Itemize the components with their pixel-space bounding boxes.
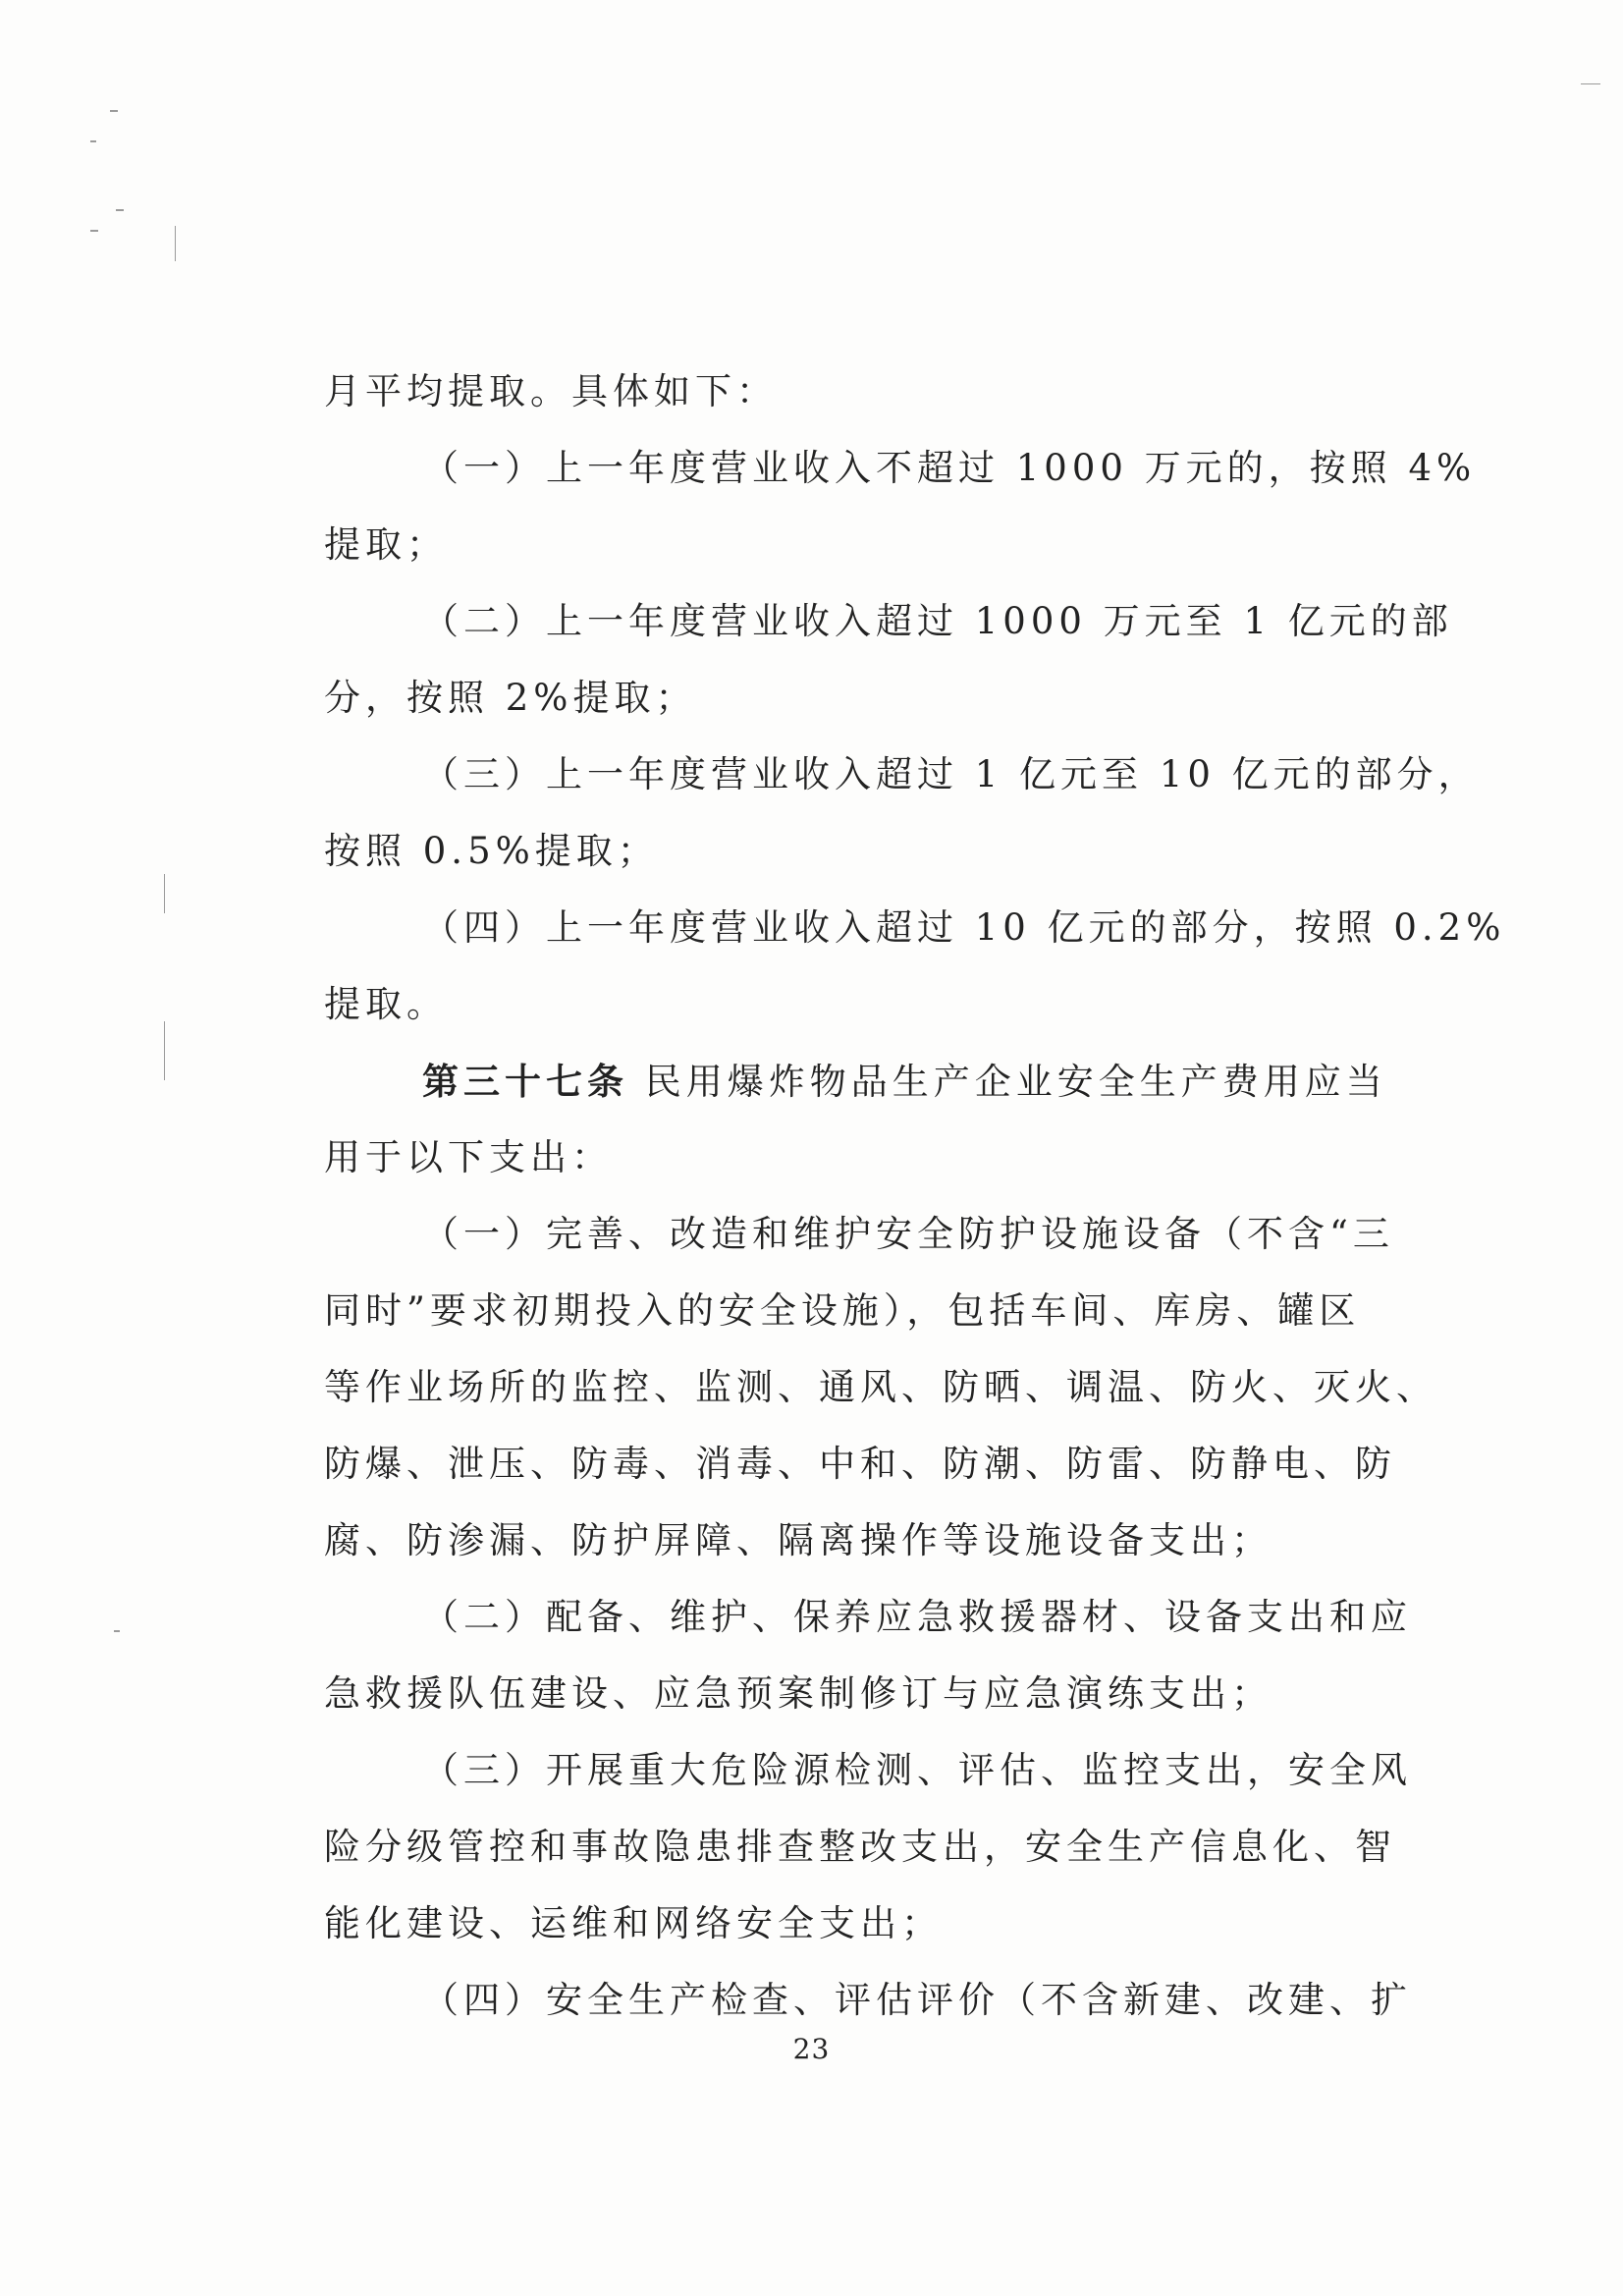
- text-line: （三）上一年度营业收入超过 1 亿元至 10 亿元的部分，: [422, 753, 1480, 795]
- scan-mark: [114, 1630, 120, 1632]
- text-line: （四）上一年度营业收入超过 10 亿元的部分，按照 0.2%: [422, 906, 1506, 949]
- scan-mark: [175, 226, 176, 261]
- article-text: 民用爆炸物品生产企业安全生产费用应当: [644, 1061, 1387, 1103]
- text-line: （三）开展重大危险源检测、评估、监控支出，安全风: [422, 1749, 1412, 1791]
- scan-mark: [164, 1021, 165, 1080]
- text-line: 用于以下支出：: [324, 1136, 613, 1178]
- text-line: 腐、防渗漏、防护屏障、隔离操作等设施设备支出；: [324, 1519, 1272, 1561]
- article-line: [324, 1043, 1387, 1120]
- text-line: 按照 0.5%提取；: [324, 830, 659, 872]
- text-line: 同时”要求初期投入的安全设施），包括车间、库房、罐区: [324, 1289, 1361, 1332]
- text-line: 能化建设、运维和网络安全支出；: [324, 1902, 943, 1944]
- text-line: 分，按照 2%提取；: [324, 677, 697, 719]
- text-line: （二）上一年度营业收入超过 1000 万元至 1 亿元的部: [422, 600, 1453, 642]
- text-line: 急救援队伍建设、应急预案制修订与应急演练支出；: [324, 1672, 1272, 1715]
- scan-mark: [90, 230, 98, 232]
- scan-mark: [110, 110, 118, 112]
- text-line: 等作业场所的监控、监测、通风、防晒、调温、防火、灭火、: [324, 1366, 1437, 1408]
- text-line: 提取。: [324, 983, 448, 1025]
- text-line: （一）完善、改造和维护安全防护设施设备（不含“三: [422, 1213, 1394, 1255]
- scan-mark: [116, 209, 124, 211]
- text-line: （二）配备、维护、保养应急救援器材、设备支出和应: [422, 1596, 1412, 1638]
- scan-mark: [164, 874, 165, 913]
- body-text: [324, 354, 1506, 2039]
- text-line: （一）上一年度营业收入不超过 1000 万元的，按照 4%: [422, 447, 1477, 489]
- scan-mark: [1581, 83, 1600, 84]
- article-label: 第三十七条: [422, 1060, 628, 1103]
- text-line: 险分级管控和事故隐患排查整改支出，安全生产信息化、智: [324, 1826, 1396, 1868]
- text-line: 提取；: [324, 523, 448, 566]
- text-line: 月平均提取。具体如下：: [324, 370, 778, 412]
- text-line: （四）安全生产检查、评估评价（不含新建、改建、扩: [422, 1979, 1412, 2021]
- scan-mark: [90, 140, 96, 142]
- text-line: 防爆、泄压、防毒、消毒、中和、防潮、防雷、防静电、防: [324, 1443, 1396, 1485]
- page-number: 23: [792, 2033, 831, 2065]
